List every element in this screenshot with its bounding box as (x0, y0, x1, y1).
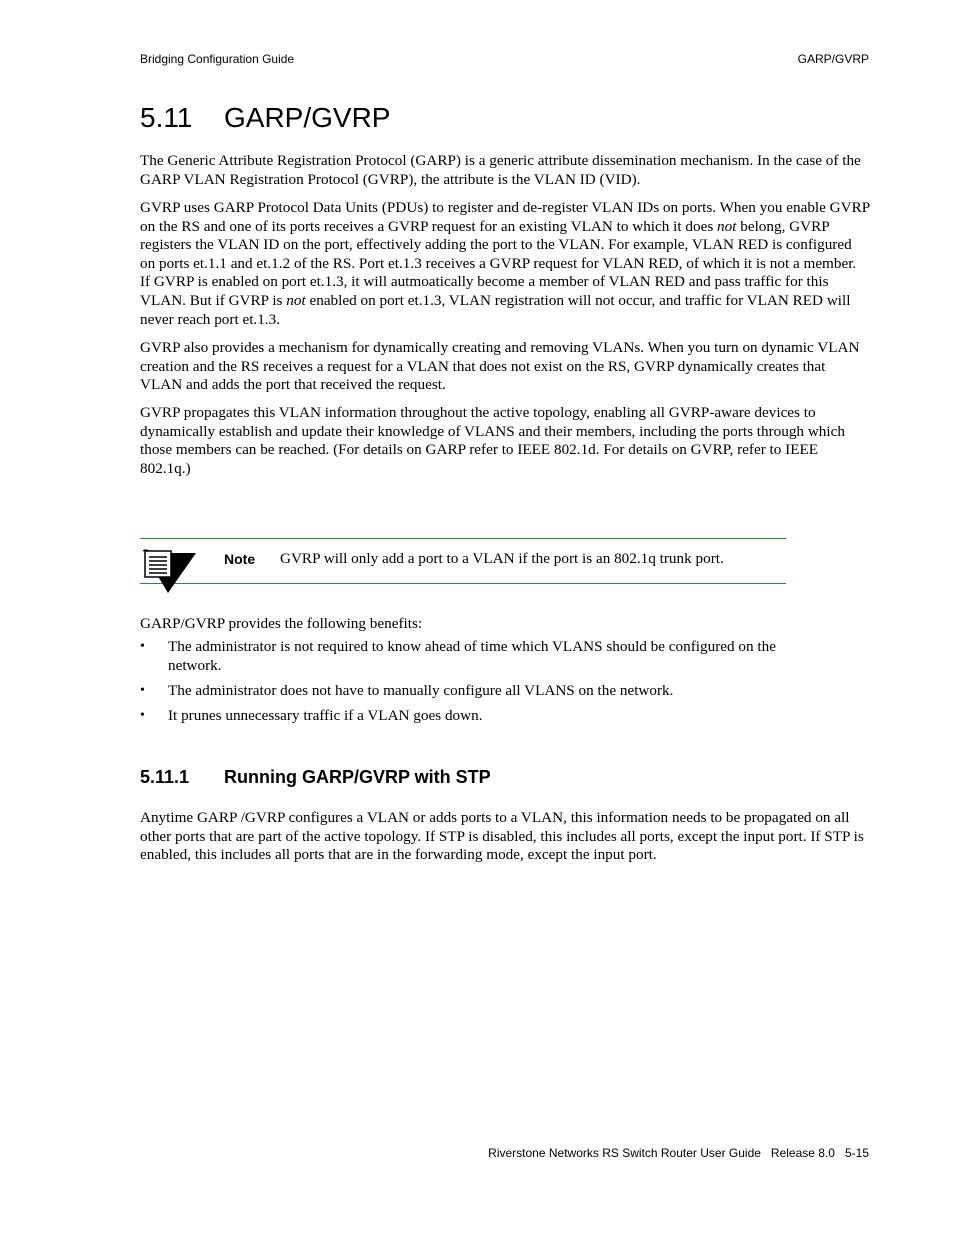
section-title: GARP/GVRP (224, 102, 391, 133)
section-heading (140, 102, 390, 134)
running-header-left: Bridging Configuration Guide (140, 52, 295, 66)
list-item (140, 637, 800, 675)
list-item (140, 681, 800, 700)
footer-guide-title: Riverstone Networks RS Switch Router User Guide (488, 1146, 761, 1160)
bullet-icon: • (140, 639, 145, 654)
paragraph-gvrp-registration-part2: belong, GVRP registers the VLAN ID on the port, effectively adding the port to the VLAN. For example, VLAN RED is configured on ports et.1.1 and et.1.2 of the RS. Port et.1.3 receives a GVRP request for VLAN RED, of which it is not a member. If GVRP is enabled on port et.1.3, it will autmoatically become a member of VLAN RED and pass traffic for this VLAN. But if GVRP is (140, 217, 857, 309)
section-number: 5.11 (140, 102, 193, 133)
benefits-list (140, 637, 800, 731)
subsection-heading (140, 767, 491, 788)
paragraph-propagation: GVRP propagates this VLAN information throughout the active topology, enabling all GVRP-aware devices to dynamically establish and update their knowledge of VLANS and their members, including the ports through which those members can be reached. (For details on GARP refer to IEEE 802.1d. For details on GVRP, refer to IEEE 802.1q.) (140, 404, 845, 477)
footer-page-number: 5-15 (844, 1146, 869, 1160)
footer-release: Release 8.0 (770, 1146, 835, 1160)
subsection-number: 5.11.1 (140, 767, 190, 787)
subsection-title: Running GARP/GVRP with STP (224, 767, 491, 787)
emphasis-not: not (717, 217, 737, 235)
running-header-right: GARP/GVRP (797, 52, 869, 66)
paragraph-garp-intro: The Generic Attribute Registration Protocol (GARP) is a generic attribute dissemination mechanism. In the case of the GARP VLAN Registration Protocol (GVRP), the attribute is the VLAN ID (VID). (140, 152, 861, 188)
page-footer (478, 1146, 869, 1160)
paragraph-gvrp-registration (140, 199, 870, 329)
list-item-text: The administrator does not have to manually configure all VLANS on the network. (168, 682, 674, 699)
paragraph-gvrp-registration-part3: enabled on port et.1.3, VLAN registration will not occur, and traffic for VLAN RED will never reach port et.1.3. (140, 291, 851, 328)
paragraph-dynamic-vlan: GVRP also provides a mechanism for dynamically creating and removing VLANs. When you turn on dynamic VLAN creation and the RS receives a request for a VLAN that does not exist on the RS, GVRP dynamically creates that VLAN and adds the port that received the request. (140, 339, 860, 394)
list-item (140, 706, 800, 725)
list-item-text: It prunes unnecessary traffic if a VLAN goes down. (168, 707, 483, 724)
paragraph-stp: Anytime GARP /GVRP configures a VLAN or adds ports to a VLAN, this information needs to be propagated on all other ports that are part of the active topology. If STP is disabled, this includes all ports, except the input port. If STP is enabled, this includes all ports that are in the forwarding mode, except the input port. (140, 809, 864, 864)
emphasis-not: not (286, 291, 306, 309)
note-label: Note (224, 551, 256, 567)
bullet-icon: • (140, 708, 145, 723)
note-pad-icon (140, 549, 198, 595)
list-item-text: The administrator is not required to know ahead of time which VLANS should be configured on the network. (168, 638, 776, 674)
bullet-icon: • (140, 683, 145, 698)
note-callout (140, 538, 786, 584)
benefits-intro: GARP/GVRP provides the following benefits: (140, 615, 423, 632)
note-text: GVRP will only add a port to a VLAN if the port is an 802.1q trunk port. (280, 550, 724, 567)
paragraph-gvrp-registration-part1: GVRP uses GARP Protocol Data Units (PDUs) to register and de-register VLAN IDs on ports. When you enable GVRP on the RS and one of its ports receives a GVRP request for an existing VLAN to which it does (140, 199, 870, 235)
